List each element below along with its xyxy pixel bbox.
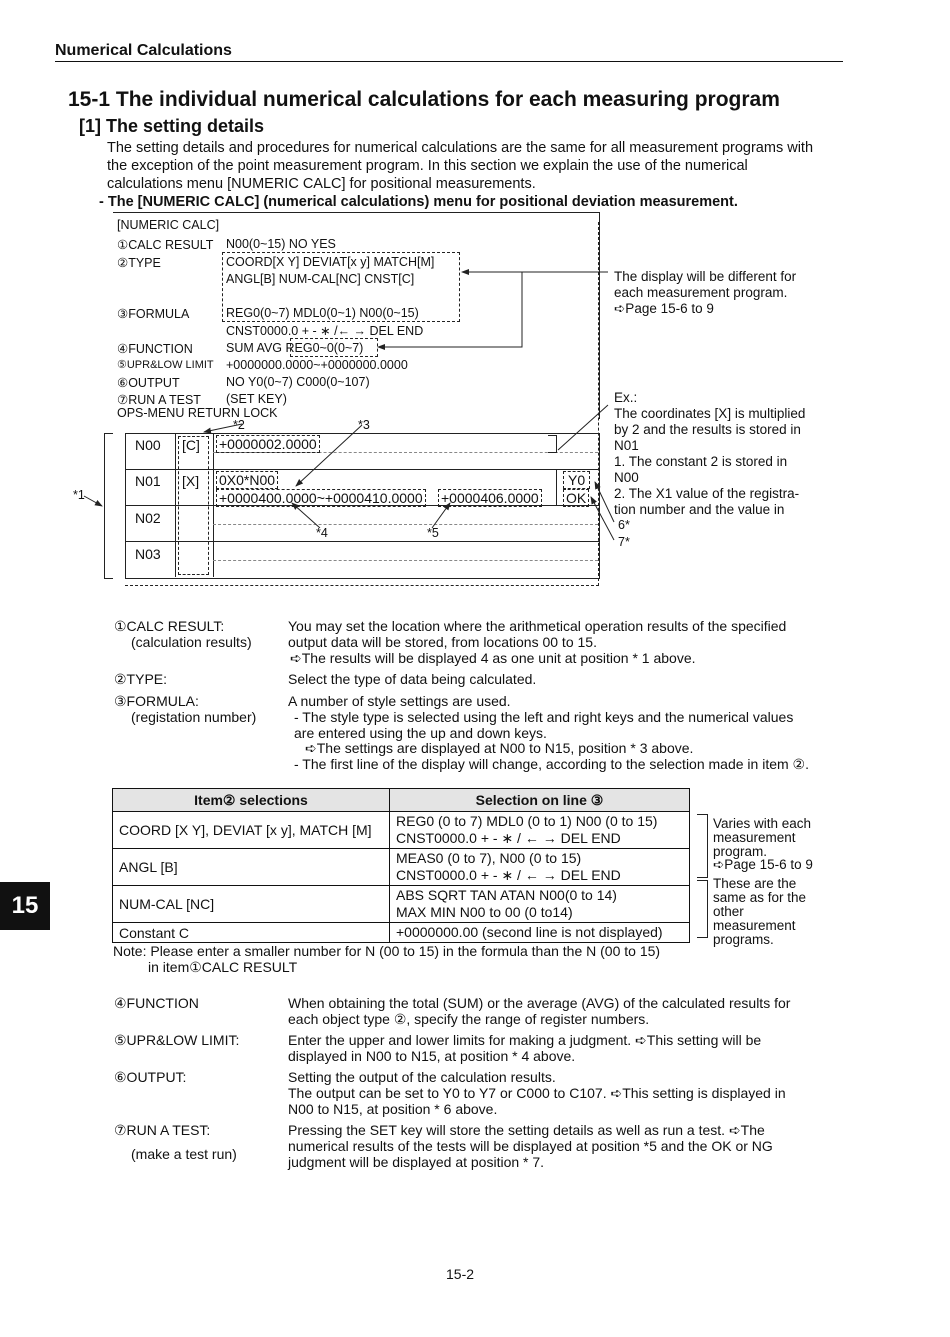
- desc-formula-sublabel: (registation number): [131, 709, 257, 725]
- desc-formula-label: ③FORMULA:: [114, 693, 199, 709]
- table-cell-line: CNST0000.0 + - ∗ / ← → DEL END: [396, 830, 621, 846]
- menu-value-run-test: (SET KEY): [226, 392, 287, 406]
- menu-label-run-test: ⑦RUN A TEST: [117, 393, 201, 407]
- screen-type-x: [X]: [182, 473, 200, 489]
- menu-value-limit: +0000000.0000~+0000000.0000: [226, 358, 408, 372]
- table-cell-selection: [390, 812, 690, 849]
- table-side-note-1-ref: ➪Page 15-6 to 9: [713, 857, 813, 872]
- table-row: [113, 886, 690, 923]
- desc-output-text-2: The output can be set to Y0 to Y7 or C000 to C107. ➪This setting is displayed in N00 to N15, at position * 6 above.: [288, 1085, 786, 1117]
- desc-calc-result-label: ①CALC RESULT:: [114, 618, 225, 634]
- menu-label-calc-result: ①CALC RESULT: [117, 238, 214, 252]
- table-cell-item: Constant C: [113, 923, 390, 943]
- table-cell-line: CNST0000.0 + - ∗ / ← → DEL END: [396, 867, 621, 883]
- note-display-different-ref: ➪Page 15-6 to 9: [614, 301, 714, 316]
- note-ex-text: The coordinates [X] is multiplied by 2 and the results is stored in N01: [614, 406, 806, 453]
- chapter-tab: 15: [0, 882, 50, 930]
- menu-diagram: [0, 0, 950, 600]
- desc-output-label: ⑥OUTPUT:: [114, 1069, 187, 1085]
- section-title: 15-1 The individual numerical calculations for each measuring program: [68, 88, 780, 111]
- desc-run-test-sublabel: (make a test run): [131, 1146, 237, 1162]
- subsection-title: [1] The setting details: [79, 116, 265, 136]
- page-number: 15-2: [446, 1266, 475, 1282]
- marker-3: *3: [358, 418, 370, 432]
- marker-4: *4: [316, 526, 328, 540]
- table-cell-line: MEAS0 (0 to 7), N00 (0 to 15): [396, 850, 582, 866]
- marker-7: 7*: [618, 535, 630, 549]
- screen-judge-value: OK: [563, 489, 589, 507]
- screen-constant-value: +0000002.0000: [216, 435, 320, 453]
- note-ex-step-1: 1. The constant 2 is stored in N00: [614, 454, 788, 485]
- marker-2: *2: [233, 418, 245, 432]
- menu-label-limit: ⑤UPR&LOW LIMIT: [117, 359, 214, 371]
- desc-limit-label: ⑤UPR&LOW LIMIT:: [114, 1032, 240, 1048]
- desc-function-text: When obtaining the total (SUM) or the average (AVG) of the calculated results for each object type ②, specify the range of register numbers.: [288, 995, 791, 1027]
- desc-run-test-label: ⑦RUN A TEST:: [114, 1122, 211, 1138]
- table-row: [113, 923, 690, 943]
- note-ex-title: Ex.:: [614, 390, 638, 405]
- menu-value-type-1: COORD[X Y] DEVIAT[x y] MATCH[M]: [226, 255, 435, 269]
- desc-function-label: ④FUNCTION: [114, 995, 199, 1011]
- table-bracket-upper: [697, 814, 708, 878]
- screen-row-n00: N00: [135, 437, 161, 453]
- table-note: Note: Please enter a smaller number for N (00 to 15) in the formula than the N (00 to 15): [113, 943, 661, 959]
- screen-limit-value: +0000400.0000~+0000410.0000: [216, 489, 426, 507]
- table-side-note-2: These are the same as for the other measurement programs.: [713, 876, 807, 947]
- screen-row-n01: N01: [135, 473, 161, 489]
- desc-type-label: ②TYPE:: [114, 671, 168, 687]
- table-cell-item: COORD [X Y], DEVIAT [x y], MATCH [M]: [113, 812, 390, 849]
- screen-output-value: Y0: [563, 471, 590, 489]
- screen-row-n03: N03: [135, 546, 161, 562]
- menu-value-output: NO Y0(0~7) C000(0~107): [226, 375, 370, 389]
- menu-label-type: ②TYPE: [117, 256, 161, 270]
- menu-label-function: ④FUNCTION: [117, 342, 193, 356]
- menu-heading: - The [NUMERIC CALC] (numerical calculations) menu for positional deviation measurement.: [99, 194, 738, 210]
- table-cell-line: MAX MIN N00 to 00 (0 to14): [396, 904, 573, 920]
- running-header: Numerical Calculations: [55, 42, 232, 59]
- menu-value-calc-result: N00(0~15) NO YES: [226, 237, 336, 251]
- table-cell-selection: [390, 849, 690, 886]
- menu-ops-line: OPS-MENU RETURN LOCK: [117, 406, 278, 420]
- menu-title: [NUMERIC CALC]: [117, 218, 220, 232]
- desc-formula-text: A number of style settings are used.: [288, 693, 511, 709]
- table-header-item: Item② selections: [113, 789, 390, 812]
- table-cell-line: REG0 (0 to 7) MDL0 (0 to 1) N00 (0 to 15): [396, 813, 658, 829]
- table-cell-line: ABS SQRT TAN ATAN N00(0 to 14): [396, 887, 617, 903]
- menu-label-formula: ③FORMULA: [117, 307, 190, 321]
- screen-row-n02: N02: [135, 510, 161, 526]
- marker-6: 6*: [618, 518, 630, 532]
- table-row: [113, 849, 690, 886]
- desc-formula-text-2: - The style type is selected using the left and right keys and the numerical values are entered using the up and down keys.: [294, 709, 794, 741]
- note-ex-step-2: 2. The X1 value of the registra- tion number and the value in: [614, 486, 800, 517]
- table-cell-selection: [390, 886, 690, 923]
- table-bracket-lower: [697, 880, 708, 938]
- table-note-2: in item①CALC RESULT: [148, 959, 298, 975]
- note-display-different: The display will be different for each measurement program.: [614, 269, 797, 300]
- table-cell-item: ANGL [B]: [113, 849, 390, 886]
- desc-formula-text-4: - The first line of the display will change, according to the selection made in item ②.: [294, 756, 809, 772]
- screen-formula-value: 0X0*N00: [216, 471, 278, 489]
- table-cell-item: NUM-CAL [NC]: [113, 886, 390, 923]
- table-row: [113, 812, 690, 849]
- menu-value-function: SUM AVG REG0~0(0~7): [226, 341, 364, 355]
- selection-table: [112, 788, 690, 943]
- screen-result-value: +0000406.0000: [438, 489, 542, 507]
- menu-value-formula-2: CNST0000.0 + - ∗ /← → DEL END: [226, 324, 424, 338]
- desc-calc-result-sublabel: (calculation results): [131, 634, 252, 650]
- table-header-row: [113, 789, 690, 812]
- screen-type-c: [C]: [182, 437, 200, 453]
- desc-formula-text-3: ➪The settings are displayed at N00 to N15, position * 3 above.: [305, 740, 694, 756]
- desc-run-test-text: Pressing the SET key will store the setting details as well as run a test. ➪The numerical results of the tests will be displayed at position *5 and the OK or NG judgment will be displayed at position * 7.: [288, 1122, 773, 1170]
- table-cell-selection: +0000000.00 (second line is not displayed): [390, 923, 690, 943]
- menu-value-formula-1: REG0(0~7) MDL0(0~1) N00(0~15): [226, 306, 419, 320]
- desc-type-text: Select the type of data being calculated.: [288, 671, 537, 687]
- table-header-selection: Selection on line ③: [390, 789, 690, 812]
- desc-limit-text: Enter the upper and lower limits for making a judgment. ➪This setting will be displayed in N00 to N15, at position * 4 above.: [288, 1032, 762, 1064]
- marker-1: *1: [73, 488, 85, 502]
- desc-output-text: Setting the output of the calculation results.: [288, 1069, 556, 1085]
- marker-5: *5: [427, 526, 439, 540]
- desc-calc-result-ref: ➪The results will be displayed 4 as one unit at position * 1 above.: [290, 650, 696, 666]
- table-side-note-1: Varies with each measurement program.: [713, 816, 812, 859]
- intro-paragraph: The setting details and procedures for numerical calculations are the same for all measurement programs with the exception of the point measurement program. In this section we explain the use of the numerical calculations menu [NUMERIC CALC] for positional measurements.: [107, 140, 814, 192]
- menu-value-type-2: ANGL[B] NUM-CAL[NC] CNST[C]: [226, 272, 415, 286]
- desc-calc-result-text: You may set the location where the arithmetical operation results of the specified output data will be stored, from locations 00 to 15.: [288, 618, 787, 650]
- menu-label-output: ⑥OUTPUT: [117, 376, 180, 390]
